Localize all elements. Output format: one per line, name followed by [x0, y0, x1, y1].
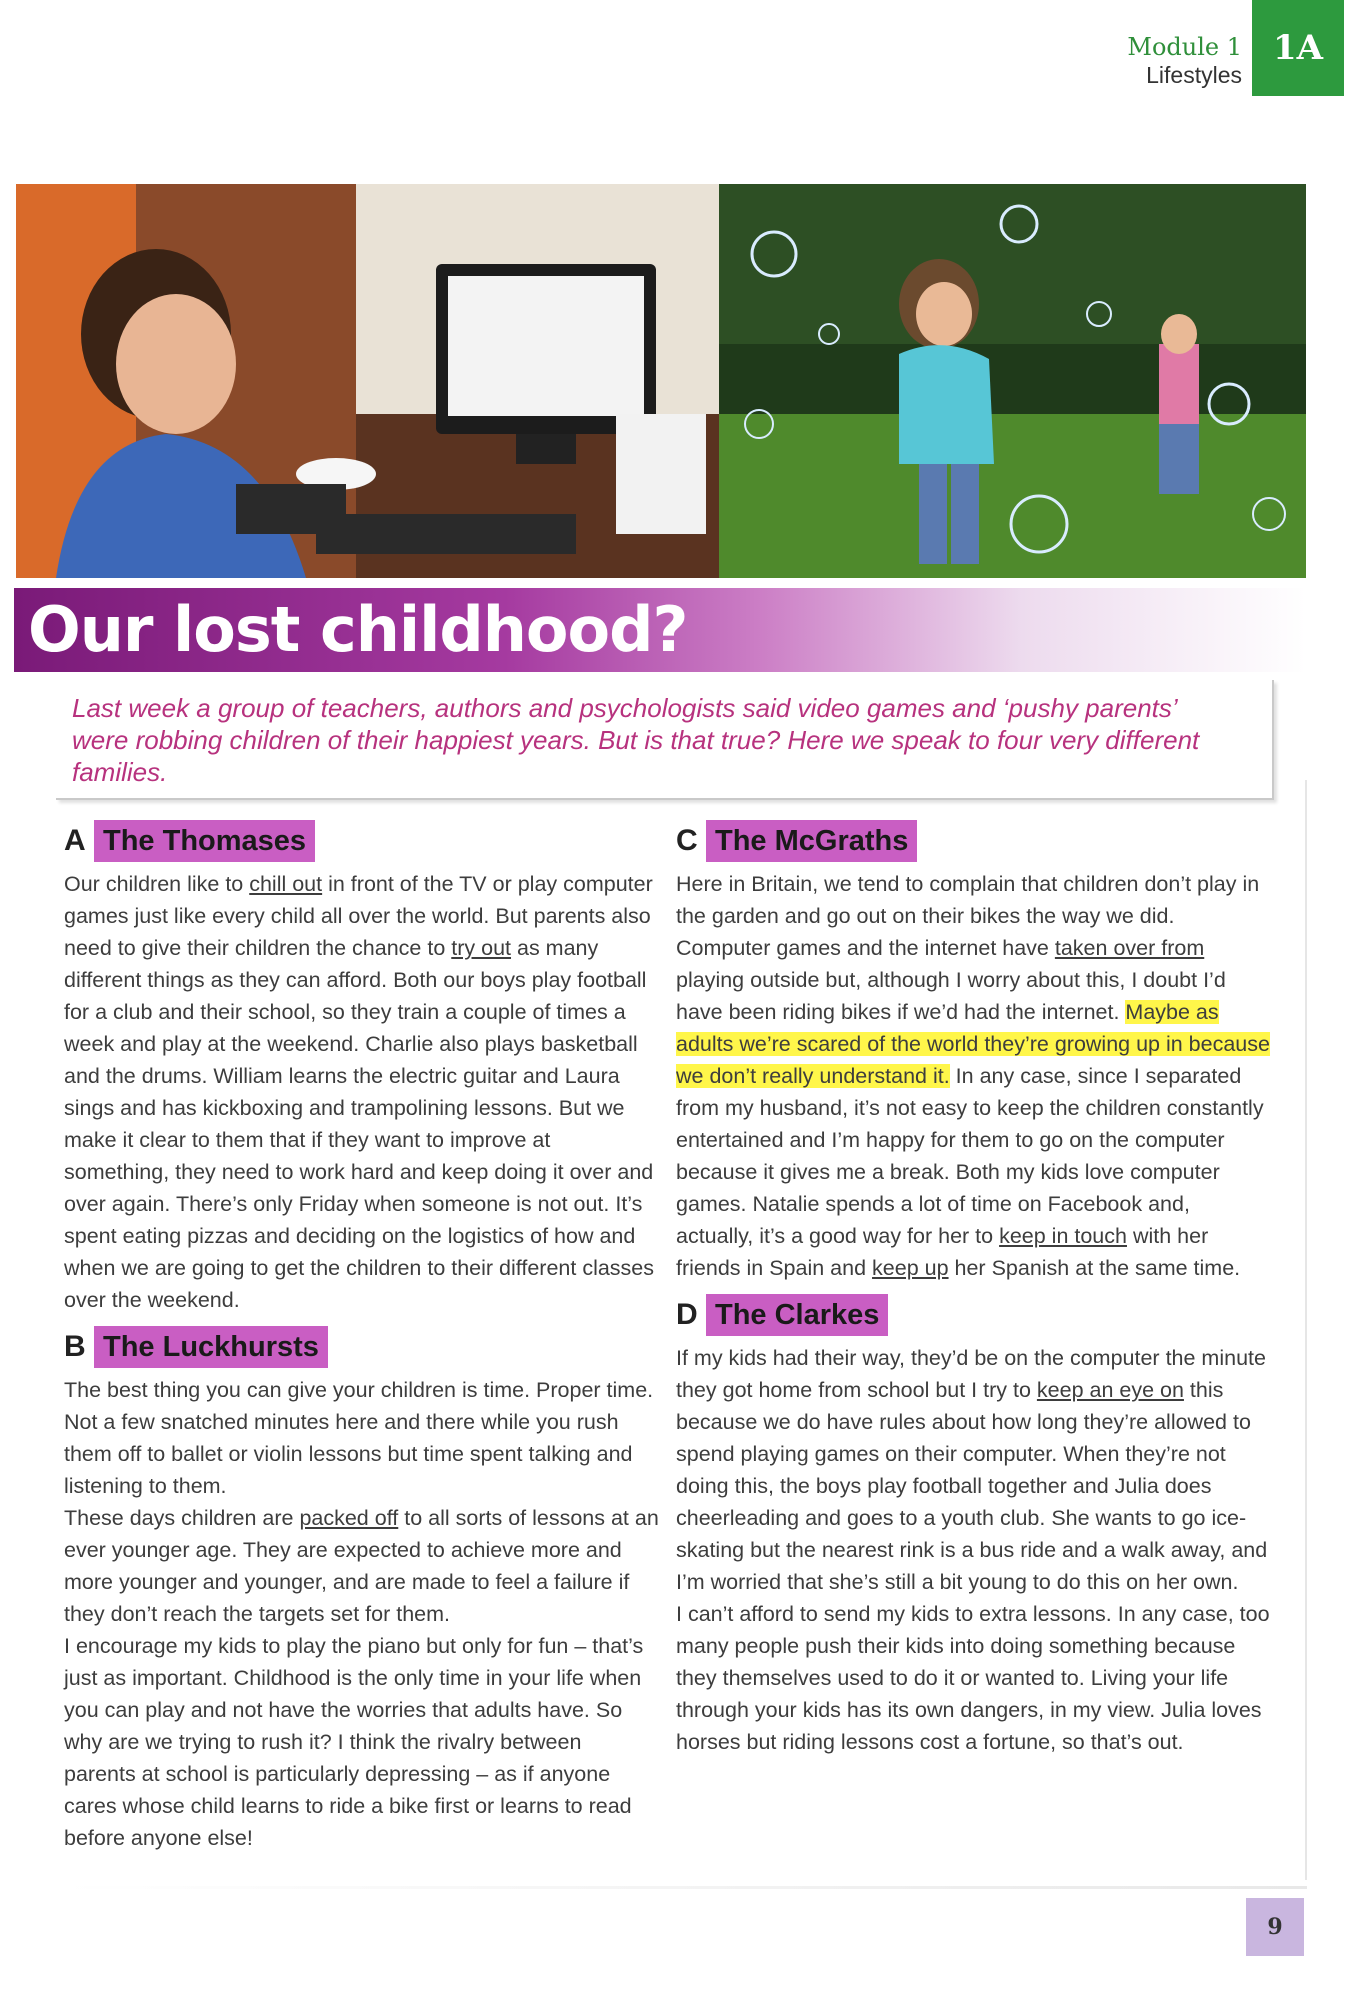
section-heading-b: [64, 1326, 659, 1368]
section-title: The Clarkes: [706, 1294, 888, 1336]
section-text: Our children like to chill out in front of the TV or play computer games just like every child all over the world. But parents also need to give their children the chance to try out as many different things as they can afford. Both our boys play football for a club and their school, so they train a couple of times a week and play at the weekend. Charlie also plays basketball and the drums. William learns the electric guitar and Laura sings and has kickboxing and trampolining lessons. But we make it clear to them that if they want to improve at something, they need to work hard and keep doing it over and over again. There’s only Friday when someone is not out. It’s spent eating pizzas and deciding on the logistics of how and when we are going to get the children to their different classes over the weekend.: [64, 872, 655, 1312]
section-text: The best thing you can give your children is time. Proper time. Not a few snatched minutes here and there while you rush them off to ballet or violin lessons but time spent talking and listening to them.: [64, 1378, 654, 1498]
module-subtitle: Lifestyles: [1146, 61, 1242, 88]
intro-box: [56, 680, 1274, 800]
page-frame-right: [1305, 780, 1307, 1880]
section-letter: B: [64, 1330, 86, 1363]
section-text: If my kids had their way, they’d be on the computer the minute they got home from school but I try to keep an eye on this because we do have rules about how long they’re allowed to spend playing games on their computer. When they’re not doing this, the boys play football together and Julia does cheerleading and goes to a youth club. She wants to go ice-skating but the nearest rink is a bus ride and a walk away, and I’m worried that she’s still a bit young to do this on her own.: [676, 1346, 1268, 1594]
phrasal-verb: taken over from: [1054, 936, 1205, 960]
section-text: I can’t afford to send my kids to extra lessons. In any case, too many people push their kids into doing something because they themselves used to do it or wanted to. Living your life through your kids has its own dangers, in my view. Julia loves horses but riding lessons cost a fortune, so that’s out.: [676, 1602, 1270, 1754]
phrasal-verb: keep up: [872, 1256, 949, 1280]
phrasal-verb: try out: [451, 936, 512, 960]
left-column: [64, 820, 659, 1864]
module-label: [1127, 34, 1242, 88]
section-title: The McGraths: [706, 820, 917, 862]
phrasal-verb: keep an eye on: [1036, 1378, 1184, 1402]
section-letter: D: [676, 1298, 698, 1331]
section-text: I encourage my kids to play the piano but only for fun – that’s just as important. Childhood is the only time in your life when you can play and not have the worries that adults have. So why are we trying to rush it? I think the rivalry between parents at school is particularly depressing – as if anyone cares whose child learns to ride a bike first or learns to read before anyone else!: [64, 1634, 644, 1850]
page-title: Our lost childhood?: [28, 593, 688, 666]
right-column: [676, 820, 1271, 1768]
section-heading-c: [676, 820, 1271, 862]
section-letter: A: [64, 824, 86, 857]
section-letter: C: [676, 824, 698, 857]
phrasal-verb: chill out: [249, 872, 323, 896]
phrasal-verb: packed off: [299, 1506, 399, 1530]
photo-girl-with-bubbles: [719, 184, 1306, 578]
title-banner: [14, 588, 1306, 672]
highlighted-sentence: Maybe as adults we’re scared of the world they’re growing up in because we don’t really understand it.: [676, 1000, 1270, 1088]
module-number: Module 1: [1127, 33, 1242, 61]
section-c: [676, 820, 1271, 1284]
phrasal-verb: keep in touch: [999, 1224, 1127, 1248]
section-text: Here in Britain, we tend to complain that children don’t play in the garden and go out on their bikes the way we did. Computer games and the internet have taken over from playing outside but, although I worry about this, I doubt I’d have been riding bikes if we’d had the internet. Maybe as adults we’re scared of the world they’re growing up in because we don’t really understand it. In any case, since I separated from my husband, it’s not easy to keep the children constantly entertained and I’m happy for them to go on the computer because it gives me a break. Both my kids love computer games. Natalie spends a lot of time on Facebook and, actually, it’s a good way for her to keep in touch with her friends in Spain and keep up her Spanish at the same time.: [676, 872, 1270, 1280]
section-d: [676, 1294, 1271, 1758]
intro-text: Last week a group of teachers, authors and psychologists said video games and ‘pushy parents’ were robbing children of their happiest years. But is that true? Here we speak to four very different families.: [72, 693, 1200, 787]
section-b: [64, 1326, 659, 1854]
unit-badge: 1A: [1252, 0, 1344, 96]
section-title: The Thomases: [94, 820, 315, 862]
section-heading-a: [64, 820, 659, 862]
photo-boy-at-computer: [16, 184, 719, 578]
section-title: The Luckhursts: [94, 1326, 328, 1368]
section-text: These days children are packed off to all sorts of lessons at an ever younger age. They are expected to achieve more and more younger and younger, and are made to feel a failure if they don’t reach the targets set for them.: [64, 1506, 659, 1626]
page-frame-bottom: [60, 1886, 1307, 1889]
section-heading-d: [676, 1294, 1271, 1336]
section-a: [64, 820, 659, 1316]
page-number: 9: [1246, 1898, 1304, 1956]
